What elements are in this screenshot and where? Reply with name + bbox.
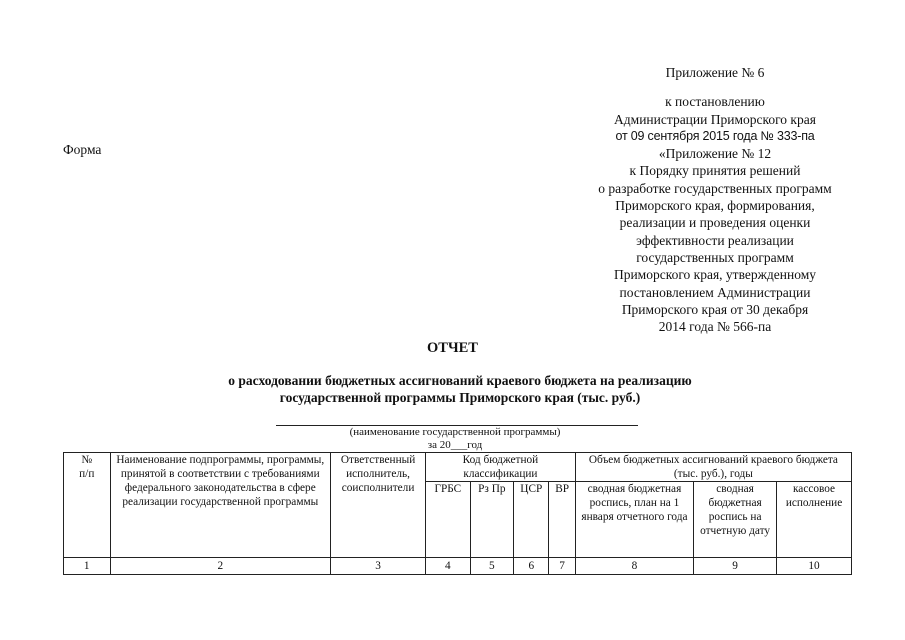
header-no: № п/п xyxy=(64,453,111,558)
column-number: 7 xyxy=(549,558,575,575)
report-year: за 20___год xyxy=(427,439,483,451)
appendix-header xyxy=(565,64,865,335)
header-rz-pr: Рз Пр xyxy=(470,482,513,558)
header-budget-code: Код бюджетной классификации xyxy=(426,453,576,482)
appendix-line: Администрации Приморского края xyxy=(614,111,816,127)
column-number: 10 xyxy=(777,558,852,575)
appendix-line: Приморского края, утвержденному xyxy=(613,267,817,283)
report-title: ОТЧЕТ xyxy=(427,340,478,356)
header-plan-report-date: сводная бюджетная роспись на отчетную дату xyxy=(694,482,777,558)
header-grbs: ГРБС xyxy=(426,482,471,558)
report-subtitle xyxy=(0,372,905,406)
column-number: 6 xyxy=(514,558,549,575)
header-vr: ВР xyxy=(549,482,575,558)
column-number: 3 xyxy=(331,558,426,575)
column-number: 2 xyxy=(110,558,331,575)
header-responsible: Ответственный исполнитель, соисполнители xyxy=(331,453,426,558)
header-plan-jan1: сводная бюджетная роспись, план на 1 января отчетного года xyxy=(575,482,693,558)
report-table xyxy=(63,452,852,575)
form-label: Форма xyxy=(63,142,102,157)
column-number: 4 xyxy=(426,558,471,575)
appendix-line: постановлением Администрации xyxy=(619,284,811,300)
report-subtitle-line-1: о расходовании бюджетных ассигнований краевого бюджета на реализацию xyxy=(228,373,692,388)
appendix-line: эффективности реализации xyxy=(636,232,794,248)
header-cash-execution: кассовое исполнение xyxy=(777,482,852,558)
appendix-line: 2014 года № 566-па xyxy=(658,319,772,335)
appendix-line: к постановлению xyxy=(665,94,765,110)
header-name: Наименование подпрограммы, программы, принятой в соответствии с требованиями федерального законодательства в сфере реализации государственной программы xyxy=(110,453,331,558)
table-number-row xyxy=(64,558,852,575)
appendix-date-stamp: от 09 сентября 2015 года № 333-па xyxy=(615,128,815,143)
appendix-line: Приморского края от 30 декабря xyxy=(621,301,809,317)
appendix-line: «Приложение № 12 xyxy=(658,146,772,162)
table-header-row xyxy=(64,453,852,482)
column-number: 5 xyxy=(470,558,513,575)
appendix-line: Приморского края, формирования, xyxy=(615,198,815,214)
report-subtitle-line-2: государственной программы Приморского края (тыс. руб.) xyxy=(279,390,641,405)
appendix-line: о разработке государственных программ xyxy=(598,180,832,196)
appendix-line: государственных программ xyxy=(636,249,794,265)
column-number: 9 xyxy=(694,558,777,575)
appendix-line: к Порядку принятия решений xyxy=(629,163,801,179)
column-number: 8 xyxy=(575,558,693,575)
program-name-caption: (наименование государственной программы) xyxy=(349,426,561,438)
header-budget-volume: Объем бюджетных ассигнований краевого бюджета (тыс. руб.), годы xyxy=(575,453,851,482)
appendix-line: реализации и проведения оценки xyxy=(619,215,811,231)
appendix-title: Приложение № 6 xyxy=(665,65,765,80)
header-csr: ЦСР xyxy=(514,482,549,558)
column-number: 1 xyxy=(64,558,111,575)
